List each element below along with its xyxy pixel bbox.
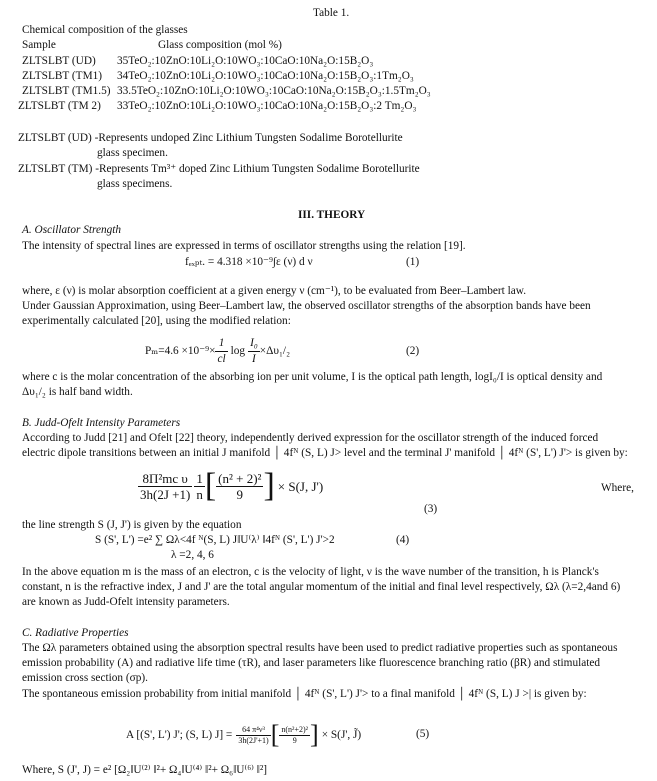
paragraph: Where, S (J', J) = e² [Ω₂‖U⁽²⁾ ‖²+ Ω₄‖U⁽⁴⁾ ‖²+ Ω₆‖U⁽⁶⁾ ‖²] bbox=[22, 764, 268, 776]
fraction-denominator: 3h(2J +1) bbox=[140, 486, 191, 502]
table-caption: Chemical composition of the glasses bbox=[22, 24, 188, 36]
equation-3-fraction-2 bbox=[194, 471, 205, 502]
equation-1-number: (1) bbox=[406, 256, 420, 268]
fraction-denominator: 9 bbox=[292, 735, 297, 745]
equation-2-left: Pₘ=4.6 ×10⁻⁹× bbox=[145, 344, 216, 357]
sample-name: ZLTSLBT (TM1.5) bbox=[22, 85, 111, 97]
paragraph: According to Judd [21] and Ofelt [22] theory, independently derived expression for the oscillator strength of the induced forced bbox=[22, 432, 599, 444]
equation-4: S (S', L') =e² ∑ Ωλ<4f ᴺ(S, L) J‖U⁽λ⁾ ‖4fᴺ (S', L') J'>2 bbox=[95, 534, 335, 546]
equation-2 bbox=[145, 330, 290, 372]
equation-5-fraction bbox=[236, 725, 270, 746]
paragraph: emission probability (A) and radiative life time (τR), and laser parameters like fluorescence branching ratio (βR) and stimulated bbox=[22, 657, 601, 669]
table-title: Table 1. bbox=[313, 7, 350, 19]
equation-5-number: (5) bbox=[416, 728, 430, 740]
bracket-close: ] bbox=[310, 720, 319, 749]
subsection-c-heading: C. Radiative Properties bbox=[22, 627, 129, 639]
bracket-close: ] bbox=[263, 467, 275, 504]
fraction-numerator: n(n²+2)² bbox=[281, 724, 309, 734]
paragraph: are known as Judd-Ofelt intensity parameters. bbox=[22, 596, 230, 608]
note-undoped-line2: glass specimen. bbox=[97, 147, 168, 159]
paragraph: The Ωλ parameters obtained using the absorption spectral results have been used to predict radiative properties such as spontaneous bbox=[22, 642, 618, 654]
log-label: log bbox=[230, 344, 246, 357]
equation-3 bbox=[138, 462, 323, 510]
fraction-numerator: (n² + 2)² bbox=[218, 470, 262, 486]
subsection-b-heading: B. Judd-Ofelt Intensity Parameters bbox=[22, 417, 181, 429]
fraction-denominator: I bbox=[252, 352, 256, 365]
fraction-numerator: I₀ bbox=[248, 336, 260, 352]
section-theory-heading: III. THEORY bbox=[298, 209, 366, 221]
equation-5-tail: × S(J', J̃) bbox=[321, 728, 362, 741]
fraction-numerator: 8Π²mc υ bbox=[138, 471, 192, 487]
fraction-denominator: cl bbox=[217, 352, 226, 365]
paragraph: constant, n is the refractive index, J and J' are the total angular momentum of the initial and final level respectively, Ωλ (λ=2,4and 6) bbox=[22, 581, 621, 593]
fraction-denominator: 9 bbox=[236, 486, 244, 502]
paragraph: electric dipole transitions between an initial J manifold │ 4fᴺ (S, L) J> level and the terminal J' manifold │ 4fᴺ (S', L') J'> is given by: bbox=[22, 447, 628, 459]
equation-4-number: (4) bbox=[396, 534, 410, 546]
table-header-sample: Sample bbox=[22, 39, 56, 51]
equation-5-left: A [(S', L') J'; (S, L) J] = bbox=[126, 728, 233, 741]
table-header-composition: Glass composition (mol %) bbox=[158, 39, 282, 51]
equation-5 bbox=[126, 715, 361, 755]
sample-name: ZLTSLBT (TM1) bbox=[22, 70, 103, 82]
equation-3-fraction-3 bbox=[216, 471, 263, 502]
equation-3-fraction bbox=[138, 471, 192, 502]
note-doped-line2: glass specimens. bbox=[97, 178, 173, 190]
equation-3-tail: × S(J, J') bbox=[277, 478, 324, 494]
equation-2-right: ×Δυ₁/₂ bbox=[259, 344, 291, 357]
equation-2-fraction-2 bbox=[248, 336, 260, 367]
equation-3-number: (3) bbox=[424, 503, 438, 515]
subsection-a-heading: A. Oscillator Strength bbox=[22, 224, 122, 236]
paragraph: emission cross section (σp). bbox=[22, 672, 148, 684]
bracket-open: [ bbox=[270, 720, 280, 749]
note-undoped-line1: ZLTSLBT (UD) -Represents undoped Zinc Lithium Tungsten Sodalime Borotellurite bbox=[18, 132, 403, 144]
paragraph: where c is the molar concentration of the absorbing ion per unit volume, I is the optical path length, logI₀/I is optical density and bbox=[22, 371, 603, 383]
sample-composition: 33TeO₂:10ZnO:10Li₂O:10WO₃:10CaO:10Na₂O:15B₂O₃:2 Tm₂O₃ bbox=[117, 100, 417, 112]
paragraph: The spontaneous emission probability from initial manifold │ 4fᴺ (S', L') J'> to a final manifold │ 4fᴺ (S, L) J >| is given by: bbox=[22, 688, 587, 700]
sample-composition: 35TeO₂:10ZnO:10Li₂O:10WO₃:10CaO:10Na₂O:15B₂O₃ bbox=[117, 55, 374, 67]
fraction-numerator: 1 bbox=[196, 470, 203, 486]
paragraph: Under Gaussian Approximation, using Beer–Lambert law, the observed oscillator strengths of the absorption bands have been bbox=[22, 300, 591, 312]
sample-name: ZLTSLBT (TM 2) bbox=[18, 100, 101, 112]
where-label: Where, bbox=[601, 482, 634, 494]
note-doped-line1: ZLTSLBT (TM) -Represents Tm³⁺ doped Zinc Lithium Tungsten Sodalime Borotellurite bbox=[18, 163, 420, 175]
equation-5-fraction-2 bbox=[279, 725, 310, 746]
equation-2-number: (2) bbox=[406, 345, 420, 357]
paragraph: The intensity of spectral lines are expressed in terms of oscillator strengths using the relation [19]. bbox=[22, 240, 466, 252]
fraction-denominator: 3h(2J'+1) bbox=[238, 735, 269, 745]
paragraph: In the above equation m is the mass of an electron, c is the velocity of light, ν is the wave number of the transition, h is Planck's bbox=[22, 566, 599, 578]
paragraph: experimentally calculated [20], using the modified relation: bbox=[22, 315, 291, 327]
paragraph: where, ε (ν) is molar absorption coefficient at a given energy ν (cm⁻¹), to be evaluated from Beer–Lambert law. bbox=[22, 285, 527, 297]
equation-4-lambda: λ =2, 4, 6 bbox=[171, 549, 214, 561]
fraction-numerator: 64 π⁴ν³ bbox=[236, 725, 270, 736]
bracket-open: [ bbox=[204, 467, 217, 504]
sample-name: ZLTSLBT (UD) bbox=[22, 55, 96, 67]
sample-composition: 34TeO₂:10ZnO:10Li₂O:10WO₃:10CaO:10Na₂O:15B₂O₃:1Tm₂O₃ bbox=[117, 70, 414, 82]
fraction-denominator: n bbox=[196, 486, 203, 502]
equation-1: fₑₓₚₜ. = 4.318 ×10⁻⁹∫ε (ν) d ν bbox=[185, 256, 313, 268]
sample-composition: 33.5TeO₂:10ZnO:10Li₂O:10WO₃:10CaO:10Na₂O:15B₂O₃:1.5Tm₂O₃ bbox=[117, 85, 431, 97]
equation-2-fraction bbox=[215, 336, 227, 367]
fraction-numerator: 1 bbox=[215, 336, 227, 352]
paragraph: Δυ₁/₂ is half band width. bbox=[22, 386, 133, 398]
paragraph: the line strength S (J, J') is given by the equation bbox=[22, 519, 242, 531]
